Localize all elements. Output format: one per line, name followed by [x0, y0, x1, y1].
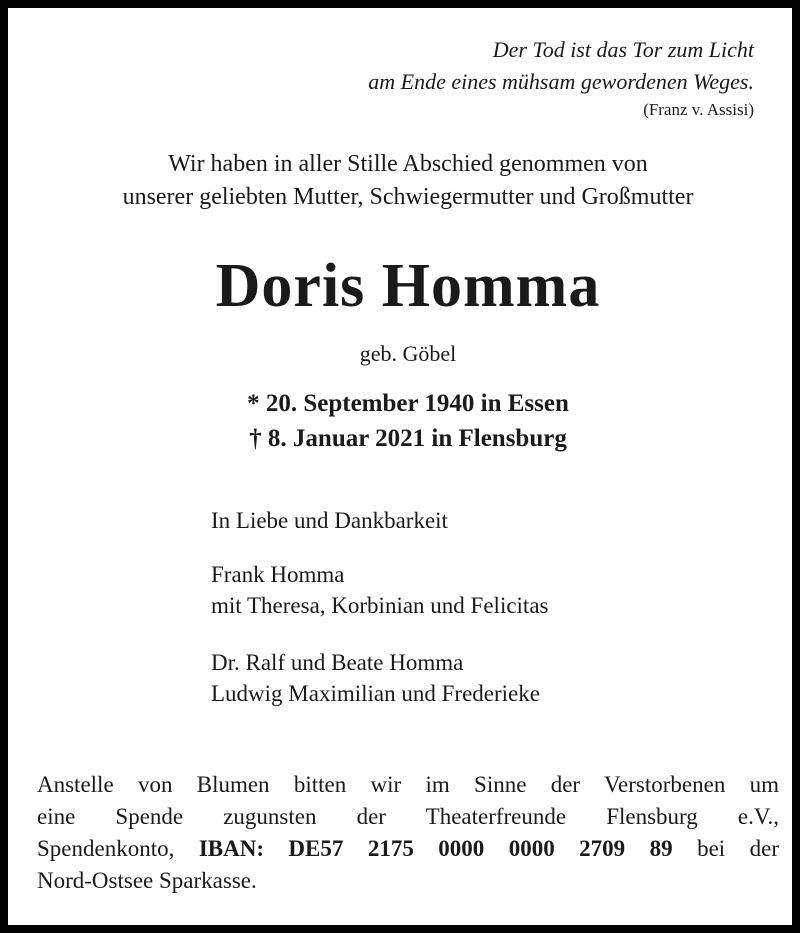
birth-date: * 20. September 1940 in Essen	[247, 390, 569, 417]
donation-line-1: Anstelle von Blumen bitten wir im Sinne der Verstorbenen um	[37, 772, 779, 797]
mourner-group-2-line-1: Dr. Ralf und Beate Homma	[211, 650, 464, 675]
motto-line-1: Der Tod ist das Tor zum Licht	[492, 37, 754, 62]
motto-source: (Franz v. Assisi)	[643, 100, 754, 119]
motto-line-2: am Ende eines mühsam gewordenen Weges.	[368, 69, 754, 94]
intro-line-2: unserer geliebten Mutter, Schwiegermutter und Großmutter	[122, 184, 694, 210]
donation-notice	[37, 769, 779, 897]
donation-line-3	[37, 833, 779, 865]
death-date: † 8. Januar 2021 in Flensburg	[249, 425, 567, 452]
mourner-group-1-line-1: Frank Homma	[211, 562, 345, 587]
mourner-group-1-line-2: mit Theresa, Korbinian und Felicitas	[211, 593, 549, 618]
donation-bank-suffix: bei der	[672, 836, 780, 861]
intro-line-1: Wir haben in aller Stille Abschied genommen von	[168, 151, 648, 177]
donation-line-4: Nord-Ostsee Sparkasse.	[37, 868, 257, 893]
mourners-opening: In Liebe und Dankbarkeit	[211, 508, 448, 533]
donation-line-2: eine Spende zugunsten der Theaterfreunde Flensburg e.V.,	[37, 804, 779, 829]
donation-account-prefix: Spendenkonto,	[37, 836, 199, 861]
iban: IBAN: DE57 2175 0000 0000 2709 89	[198, 836, 673, 861]
deceased-name: Doris Homma	[215, 252, 601, 320]
maiden-name: geb. Göbel	[359, 341, 457, 366]
mourner-group-2-line-2: Ludwig Maximilian und Frederieke	[211, 681, 540, 706]
